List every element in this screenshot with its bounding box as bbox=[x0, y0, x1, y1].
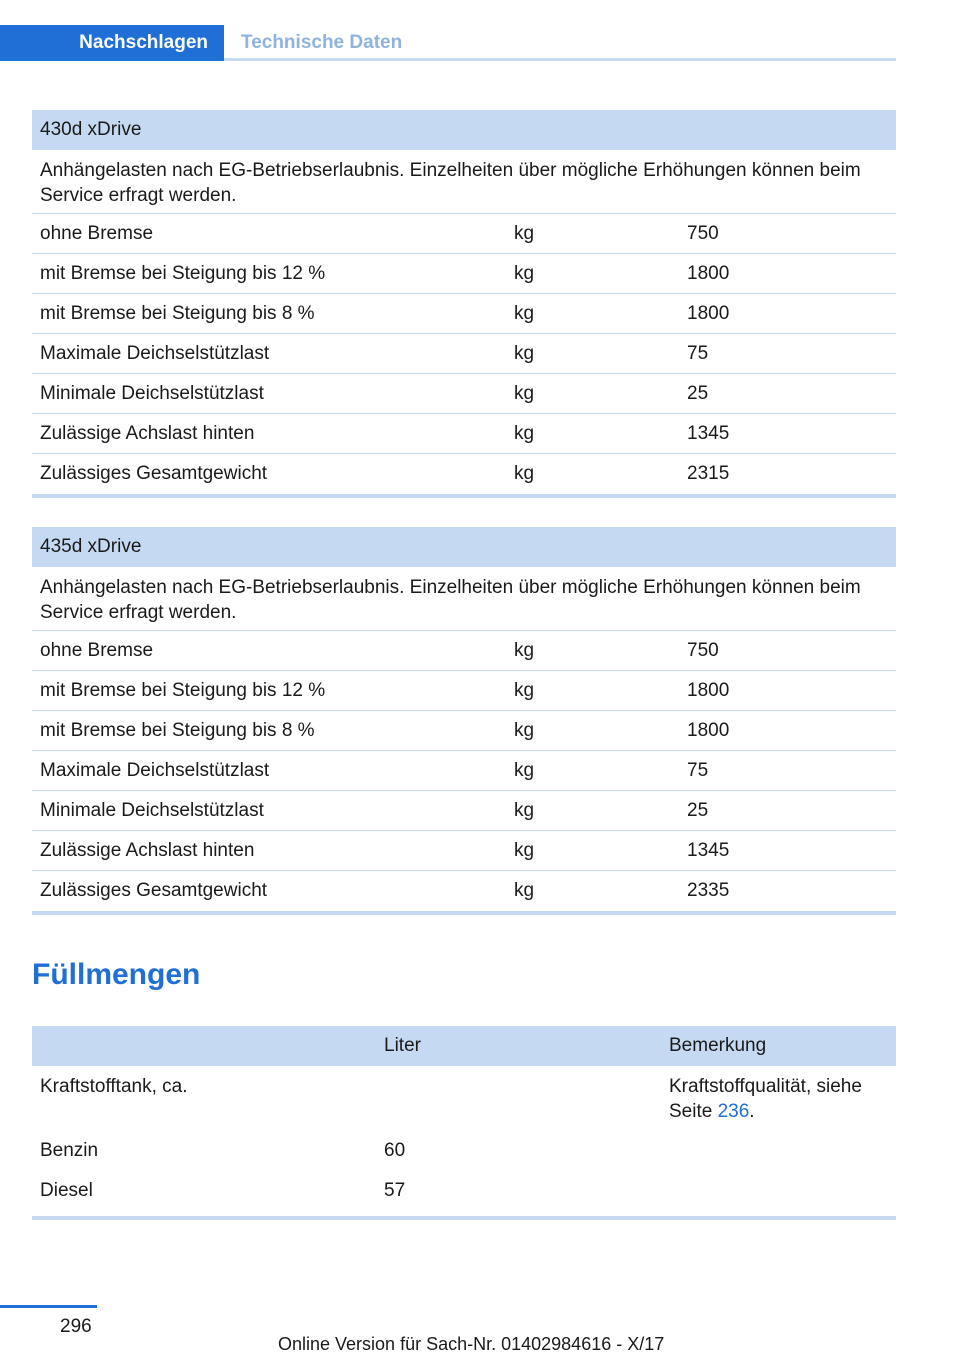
table-row bbox=[32, 631, 896, 671]
section-title: Füllmengen bbox=[32, 958, 201, 991]
table-row bbox=[32, 671, 896, 711]
row-value: 1800 bbox=[687, 679, 730, 701]
row-value: 1800 bbox=[687, 302, 730, 324]
row-label: Maximale Deichselstützlast bbox=[40, 342, 270, 364]
row-unit: kg bbox=[514, 639, 535, 661]
row-value: 1345 bbox=[687, 422, 730, 444]
row-value: 1800 bbox=[687, 719, 730, 741]
row-liter bbox=[376, 1074, 661, 1130]
table-row bbox=[32, 414, 896, 454]
row-value: 25 bbox=[687, 799, 709, 821]
table-row bbox=[32, 454, 896, 494]
table-row bbox=[32, 791, 896, 831]
row-label: Zulässiges Gesamtgewicht bbox=[40, 463, 268, 484]
table-bottom-rule bbox=[32, 1216, 896, 1220]
row-value: 750 bbox=[687, 222, 719, 244]
row-label: mit Bremse bei Steigung bis 12 % bbox=[40, 679, 326, 701]
table-row bbox=[32, 1066, 896, 1130]
row-label: Kraftstofftank, ca. bbox=[40, 1076, 188, 1097]
table-row bbox=[32, 374, 896, 414]
row-value: 25 bbox=[687, 382, 709, 404]
page-reference-link[interactable]: 236 bbox=[717, 1101, 750, 1122]
table-row bbox=[32, 711, 896, 751]
table-row bbox=[32, 294, 896, 334]
remark-end: . bbox=[749, 1101, 755, 1122]
table-bottom-rule bbox=[32, 494, 896, 498]
table-row bbox=[32, 214, 896, 254]
table-row bbox=[32, 1170, 896, 1210]
row-label: Maximale Deichselstützlast bbox=[40, 759, 270, 781]
table-row bbox=[32, 334, 896, 374]
row-unit: kg bbox=[514, 719, 535, 741]
row-label: Minimale Deichselstützlast bbox=[40, 382, 264, 404]
row-unit: kg bbox=[514, 463, 535, 484]
row-label: Minimale Deichselstützlast bbox=[40, 799, 264, 821]
row-label: Zulässige Achslast hinten bbox=[40, 422, 255, 444]
table-header-row bbox=[32, 1026, 896, 1066]
row-remark bbox=[661, 1074, 896, 1130]
row-unit: kg bbox=[514, 422, 535, 444]
row-label: Diesel bbox=[40, 1179, 93, 1201]
row-value: 2315 bbox=[687, 463, 730, 484]
row-liter: 57 bbox=[384, 1179, 406, 1201]
row-label: mit Bremse bei Steigung bis 8 % bbox=[40, 719, 315, 741]
row-liter: 60 bbox=[384, 1139, 406, 1161]
tab-nachschlagen[interactable]: Nachschlagen bbox=[0, 25, 224, 61]
row-value: 1800 bbox=[687, 262, 730, 284]
row-label: mit Bremse bei Steigung bis 12 % bbox=[40, 262, 326, 284]
header-col-liter: Liter bbox=[384, 1035, 421, 1056]
table-bottom-rule bbox=[32, 911, 896, 915]
row-unit: kg bbox=[514, 302, 535, 324]
table-row bbox=[32, 751, 896, 791]
row-label: ohne Bremse bbox=[40, 222, 154, 244]
row-label: Zulässiges Gesamtgewicht bbox=[40, 880, 268, 901]
row-unit: kg bbox=[514, 839, 535, 861]
fill-quantities-table bbox=[32, 1026, 896, 1220]
row-value: 750 bbox=[687, 639, 719, 661]
header-col-remark: Bemerkung bbox=[669, 1035, 767, 1056]
table-row bbox=[32, 1130, 896, 1170]
row-unit: kg bbox=[514, 679, 535, 701]
footer-rule bbox=[0, 1305, 97, 1308]
row-unit: kg bbox=[514, 759, 535, 781]
table-title: 430d xDrive bbox=[32, 110, 896, 150]
row-value: 75 bbox=[687, 759, 709, 781]
row-unit: kg bbox=[514, 262, 535, 284]
tab-technische-daten[interactable]: Technische Daten bbox=[241, 32, 403, 53]
row-label: mit Bremse bei Steigung bis 8 % bbox=[40, 302, 315, 324]
table-title: 435d xDrive bbox=[32, 527, 896, 567]
remark-text: Kraftstoffqualität, siehe Seite bbox=[669, 1076, 862, 1122]
table-row bbox=[32, 254, 896, 294]
row-unit: kg bbox=[514, 880, 535, 901]
row-value: 1345 bbox=[687, 839, 730, 861]
row-value: 2335 bbox=[687, 880, 730, 901]
row-label: Benzin bbox=[40, 1139, 99, 1161]
page-header bbox=[0, 25, 896, 61]
table-description: Anhängelasten nach EG-Betriebserlaubnis. Einzelheiten über mögliche Erhöhungen können beim Service erfragt werden. bbox=[32, 567, 896, 631]
row-unit: kg bbox=[514, 342, 535, 364]
trailer-load-table-430d bbox=[32, 110, 896, 498]
row-unit: kg bbox=[514, 799, 535, 821]
trailer-load-table-435d bbox=[32, 527, 896, 915]
page-number: 296 bbox=[60, 1316, 92, 1337]
table-row bbox=[32, 871, 896, 911]
row-unit: kg bbox=[514, 222, 535, 244]
row-unit: kg bbox=[514, 382, 535, 404]
row-label: Zulässige Achslast hinten bbox=[40, 839, 255, 861]
footer-text: Online Version für Sach-Nr. 01402984616 - X/17 bbox=[278, 1334, 665, 1354]
row-label: ohne Bremse bbox=[40, 639, 154, 661]
table-description: Anhängelasten nach EG-Betriebserlaubnis. Einzelheiten über mögliche Erhöhungen können beim Service erfragt werden. bbox=[32, 150, 896, 214]
table-row bbox=[32, 831, 896, 871]
row-value: 75 bbox=[687, 342, 709, 364]
